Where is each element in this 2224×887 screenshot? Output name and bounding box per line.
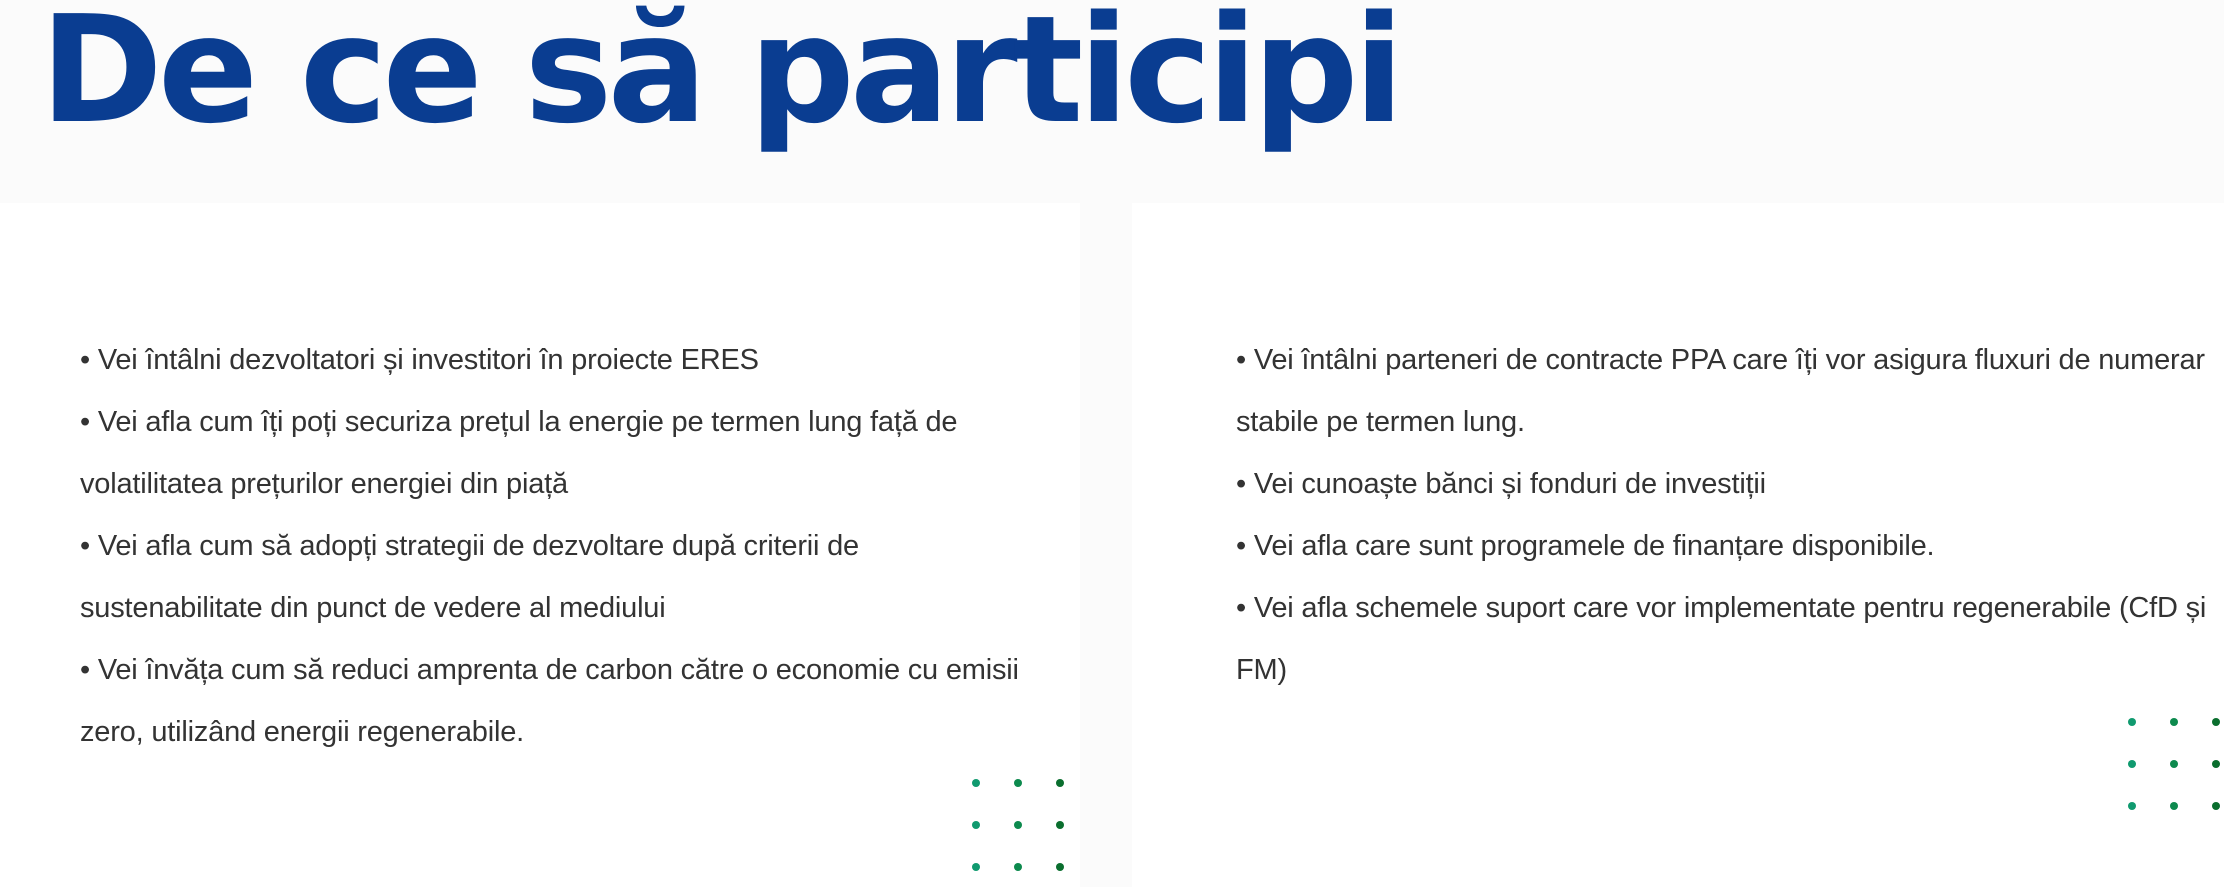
dot — [972, 779, 980, 787]
dot-grid-decoration — [2128, 718, 2220, 810]
dot — [2170, 802, 2178, 810]
benefits-card-right — [1132, 203, 2224, 887]
benefit-item: • Vei învăța cum să reduci amprenta de carbon către o economie cu emisii zero, utilizând energii regenerabile. — [80, 639, 1040, 763]
dot — [2212, 802, 2220, 810]
benefits-list-left — [80, 329, 1040, 763]
benefit-item: • Vei afla care sunt programele de finanțare disponibile. — [1236, 515, 2216, 577]
benefits-card-left — [0, 203, 1080, 887]
dot — [1056, 779, 1064, 787]
benefits-list-right — [1236, 329, 2216, 701]
benefit-item: • Vei afla schemele suport care vor implementate pentru regenerabile (CfD și FM) — [1236, 577, 2216, 701]
dot — [2170, 760, 2178, 768]
benefit-item: • Vei cunoaște bănci și fonduri de investiții — [1236, 453, 2216, 515]
dot — [2128, 718, 2136, 726]
dot — [2128, 802, 2136, 810]
benefit-item: • Vei afla cum să adopți strategii de dezvoltare după criterii de sustenabilitate din punct de vedere al mediului — [80, 515, 1040, 639]
benefit-item: • Vei întâlni dezvoltatori și investitori în proiecte ERES — [80, 329, 1040, 391]
dot — [2170, 718, 2178, 726]
dot — [2212, 718, 2220, 726]
dot — [1014, 863, 1022, 871]
page-title: De ce să participi — [40, 0, 1400, 156]
dot — [1014, 779, 1022, 787]
dot — [1056, 821, 1064, 829]
dot — [2128, 760, 2136, 768]
dot — [972, 863, 980, 871]
dot — [1014, 821, 1022, 829]
dot-grid-decoration — [972, 779, 1064, 871]
dot — [972, 821, 980, 829]
dot — [1056, 863, 1064, 871]
benefit-item: • Vei întâlni parteneri de contracte PPA care îți vor asigura fluxuri de numerar stabile pe termen lung. — [1236, 329, 2216, 453]
benefit-item: • Vei afla cum îți poți securiza prețul la energie pe termen lung față de volatilitatea prețurilor energiei din piață — [80, 391, 1040, 515]
dot — [2212, 760, 2220, 768]
